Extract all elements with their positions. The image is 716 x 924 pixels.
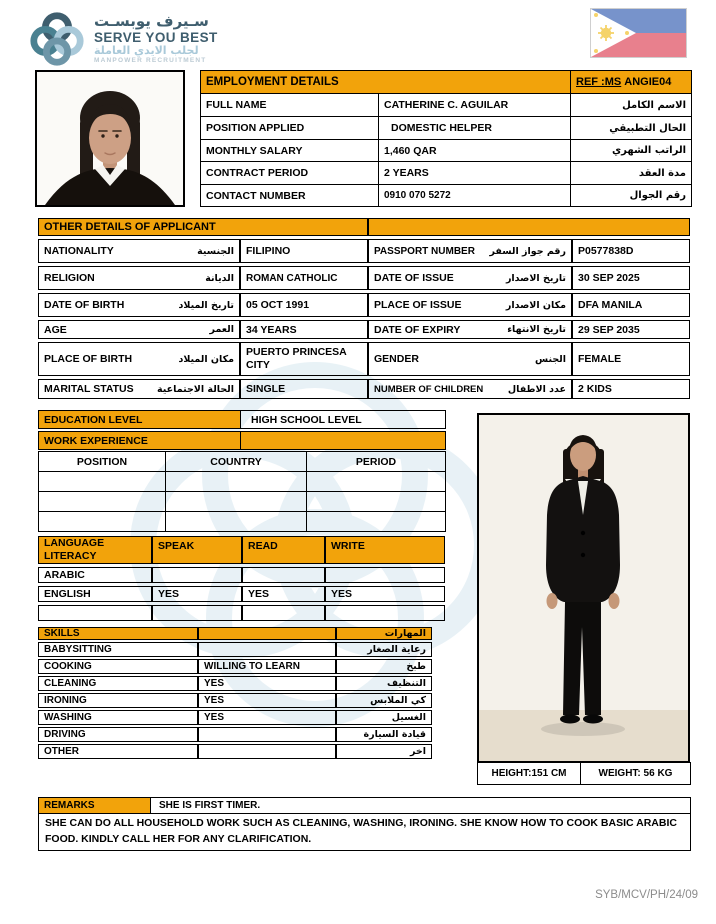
weight-value: WEIGHT: 56 KG xyxy=(581,763,691,785)
skill-name: WASHING xyxy=(38,710,198,725)
skill-name: DRIVING xyxy=(38,727,198,742)
field-label: DATE OF EXPIRY تاريخ الانتهاء xyxy=(368,320,572,339)
measurements-section xyxy=(477,762,691,785)
field-label: CONTRACT PERIOD xyxy=(201,162,379,185)
skills-table xyxy=(38,625,432,761)
field-label: PLACE OF ISSUE مكان الاصدار xyxy=(368,293,572,317)
column-header-write: WRITE xyxy=(325,536,445,564)
skills-title-spacer xyxy=(198,627,336,640)
philippines-flag-icon xyxy=(590,8,687,58)
field-value: ROMAN CATHOLIC xyxy=(240,266,368,290)
field-label-arabic: الحال التطبيقي xyxy=(571,117,692,140)
skill-value: YES xyxy=(198,693,336,708)
field-label: CONTACT NUMBER xyxy=(201,185,379,207)
field-value: CATHERINE C. AGUILAR xyxy=(379,94,571,117)
other-details-table xyxy=(38,215,690,402)
field-label: NATIONALITY الجنسية xyxy=(38,239,240,263)
language-literacy-section xyxy=(38,533,445,624)
field-label: DATE OF ISSUE تاريخ الاصدار xyxy=(368,266,572,290)
table-cell xyxy=(39,472,166,492)
skill-value xyxy=(198,744,336,759)
reference-label: REF :MS xyxy=(576,76,622,88)
table-cell xyxy=(307,472,446,492)
table-cell xyxy=(325,605,445,621)
field-label: DATE OF BIRTH تاريخ الميلاد xyxy=(38,293,240,317)
table-cell xyxy=(152,567,242,583)
table-cell xyxy=(307,492,446,512)
employment-details-section xyxy=(200,70,692,207)
field-value: 1,460 QAR xyxy=(379,140,571,162)
field-value: DOMESTIC HELPER xyxy=(379,117,571,140)
skill-value xyxy=(198,727,336,742)
table-cell xyxy=(242,605,325,621)
skill-value: YES xyxy=(198,710,336,725)
skill-name: IRONING xyxy=(38,693,198,708)
skill-arabic: اخر xyxy=(336,744,432,759)
field-value: 29 SEP 2035 xyxy=(572,320,690,339)
skill-name: OTHER xyxy=(38,744,198,759)
language-name xyxy=(38,605,152,621)
applicant-headshot-photo xyxy=(35,70,185,207)
logo-english-subtitle: MANPOWER RECRUITMENT xyxy=(94,57,207,65)
field-label-arabic: الاسم الكامل xyxy=(571,94,692,117)
field-label: MARITAL STATUS الحالة الاجتماعية xyxy=(38,379,240,399)
skill-name: COOKING xyxy=(38,659,198,674)
work-experience-header xyxy=(38,431,446,450)
table-cell: YES xyxy=(152,586,242,602)
work-experience-title-table xyxy=(38,431,446,450)
field-label: AGE العمر xyxy=(38,320,240,339)
other-details-title-spacer xyxy=(368,218,690,236)
language-literacy-table xyxy=(38,533,445,624)
work-experience-section xyxy=(38,451,446,532)
employment-details-table xyxy=(200,70,692,207)
language-literacy-title: LANGUAGE LITERACY xyxy=(38,536,152,564)
field-value: 0910 070 5272 xyxy=(379,185,571,207)
skills-section xyxy=(38,625,432,761)
skill-arabic: الغسيل xyxy=(336,710,432,725)
field-value: 2 KIDS xyxy=(572,379,690,399)
field-label: PASSPORT NUMBER رقم جواز السفر xyxy=(368,239,572,263)
education-level-label: EDUCATION LEVEL xyxy=(39,411,241,429)
work-experience-table xyxy=(38,451,446,532)
field-value: 30 SEP 2025 xyxy=(572,266,690,290)
column-header-period: PERIOD xyxy=(307,452,446,472)
field-value: 34 YEARS xyxy=(240,320,368,339)
language-name: ENGLISH xyxy=(38,586,152,602)
table-cell: YES xyxy=(325,586,445,602)
work-experience-title: WORK EXPERIENCE xyxy=(39,432,241,450)
column-header-read: READ xyxy=(242,536,325,564)
field-label: PLACE OF BIRTH مكان الميلاد xyxy=(38,342,240,376)
skill-arabic: التنظيف xyxy=(336,676,432,691)
table-cell xyxy=(166,492,307,512)
column-header-speak: SPEAK xyxy=(152,536,242,564)
table-cell xyxy=(39,512,166,532)
field-label: RELIGION الديانة xyxy=(38,266,240,290)
other-details-section xyxy=(38,215,690,402)
skill-arabic: كي الملابس xyxy=(336,693,432,708)
field-label-arabic: رقم الجوال xyxy=(571,185,692,207)
remarks-details: SHE CAN DO ALL HOUSEHOLD WORK SUCH AS CLEANING, WASHING, IRONING. SHE KNOW HOW TO COOK BASIC ARABIC FOOD. KINDLY CALL HER FOR ANY CLARIFICATION. xyxy=(39,814,691,851)
field-label-arabic: مدة العقد xyxy=(571,162,692,185)
field-label: GENDER الجنس xyxy=(368,342,572,376)
document-reference-code: SYB/MCV/PH/24/09 xyxy=(595,889,698,901)
field-value: P0577838D xyxy=(572,239,690,263)
field-value: SINGLE xyxy=(240,379,368,399)
education-table xyxy=(38,410,446,429)
skill-value xyxy=(198,642,336,657)
table-cell xyxy=(39,492,166,512)
logo-knot-icon xyxy=(28,10,86,68)
column-header-position: POSITION xyxy=(39,452,166,472)
field-value: FEMALE xyxy=(572,342,690,376)
remarks-section xyxy=(38,797,691,851)
skill-arabic: رعاية الصغار xyxy=(336,642,432,657)
field-label: NUMBER OF CHILDREN عدد الاطفال xyxy=(368,379,572,399)
field-label: MONTHLY SALARY xyxy=(201,140,379,162)
field-value: PUERTO PRINCESA CITY xyxy=(240,342,368,376)
logo-english-title: SERVE YOU BEST xyxy=(94,30,218,46)
column-header-country: COUNTRY xyxy=(166,452,307,472)
language-name: ARABIC xyxy=(38,567,152,583)
skill-arabic: قيادة السيارة xyxy=(336,727,432,742)
skills-title: SKILLS xyxy=(38,627,198,640)
field-label: POSITION APPLIED xyxy=(201,117,379,140)
table-cell xyxy=(307,512,446,532)
table-cell: YES xyxy=(242,586,325,602)
skill-value: WILLING TO LEARN xyxy=(198,659,336,674)
table-cell xyxy=(166,512,307,532)
work-experience-title-spacer xyxy=(241,432,446,450)
table-cell xyxy=(166,472,307,492)
field-value: FILIPINO xyxy=(240,239,368,263)
remarks-title: REMARKS xyxy=(39,798,151,814)
field-label-arabic: الراتب الشهري xyxy=(571,140,692,162)
skill-arabic: طبخ xyxy=(336,659,432,674)
employment-details-title: EMPLOYMENT DETAILS xyxy=(201,71,571,94)
field-label: FULL NAME xyxy=(201,94,379,117)
skill-value: YES xyxy=(198,676,336,691)
skill-name: CLEANING xyxy=(38,676,198,691)
remarks-table xyxy=(38,797,691,851)
field-value: DFA MANILA xyxy=(572,293,690,317)
reference-value: ANGIE04 xyxy=(624,76,672,88)
skills-title-arabic: المهارات xyxy=(336,627,432,640)
field-value: 2 YEARS xyxy=(379,162,571,185)
table-cell xyxy=(325,567,445,583)
height-value: HEIGHT:151 CM xyxy=(478,763,581,785)
field-value: 05 OCT 1991 xyxy=(240,293,368,317)
remarks-summary: SHE IS FIRST TIMER. xyxy=(151,798,691,814)
other-details-title: OTHER DETAILS OF APPLICANT xyxy=(38,218,368,236)
applicant-fullbody-photo xyxy=(477,413,690,763)
education-level-value: HIGH SCHOOL LEVEL xyxy=(241,411,446,429)
skill-name: BABYSITTING xyxy=(38,642,198,657)
measurements-table xyxy=(477,762,691,785)
logo-arabic-title: سـيرف يوبسـت xyxy=(94,12,209,31)
agency-logo xyxy=(28,10,218,68)
logo-arabic-subtitle: لجلب الايدي العاملة xyxy=(94,44,199,58)
education-section xyxy=(38,410,446,429)
table-cell xyxy=(152,605,242,621)
table-cell xyxy=(242,567,325,583)
reference-code xyxy=(571,71,692,94)
